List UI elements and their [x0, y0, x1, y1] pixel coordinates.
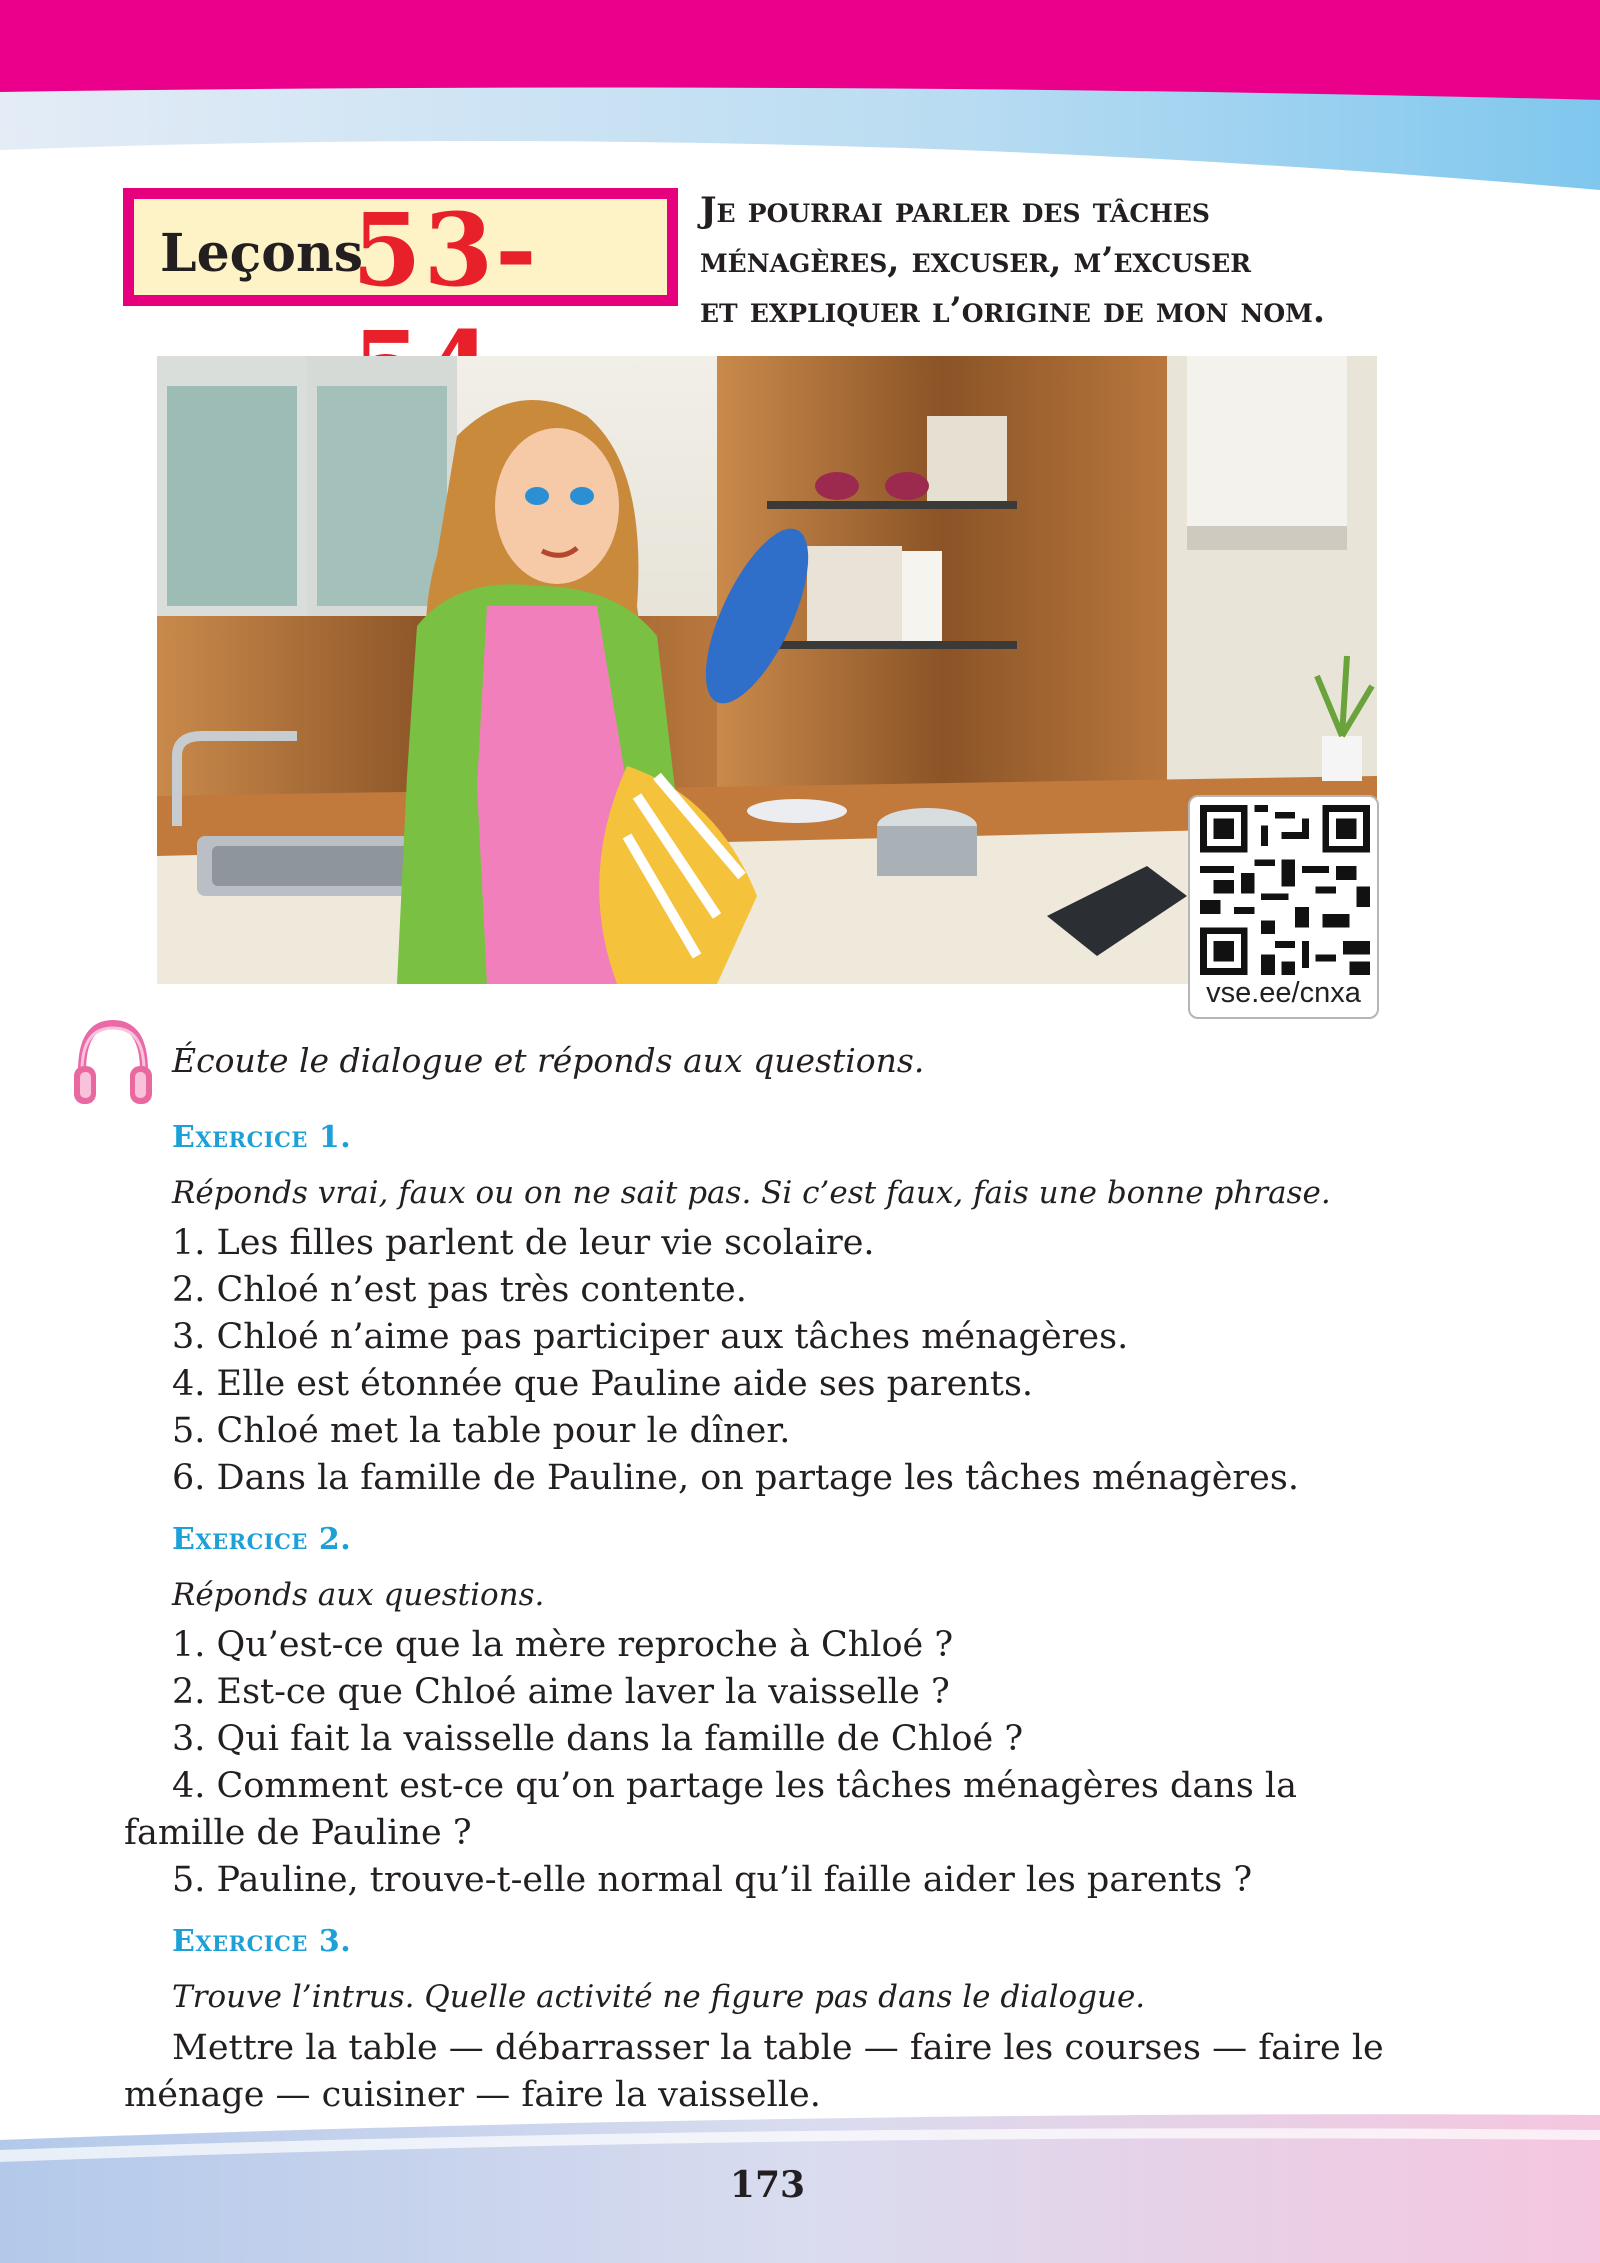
list-item: 3. Qui fait la vaisselle dans la famille de Chloé ?	[172, 1719, 1024, 1759]
exercise-3-text: Mettre la table — débarrasser la table — faire les courses — faire le ménage — cuisiner — faire la vaisselle.	[124, 2028, 1384, 2115]
list-item: 4. Elle est étonnée que Pauline aide ses parents.	[172, 1364, 1034, 1404]
exercise-3-title: Exercice 3.	[172, 1924, 352, 1959]
objective-line: Je pourrai parler des tâches	[700, 190, 1210, 231]
exercise-1-instruction: Réponds vrai, faux ou on ne sait pas. Si c’est faux, fais une bonne phrase.	[172, 1175, 1331, 1211]
exercise-1-list	[172, 1220, 1299, 1502]
list-item-wrapped: 4. Comment est-ce qu’on partage les tâches ménagères dans la famille de Pauline ?	[124, 1766, 1297, 1853]
exercise-2-title: Exercice 2.	[172, 1522, 352, 1557]
list-item: 5. Chloé met la table pour le dîner.	[172, 1411, 791, 1451]
exercise-1-title: Exercice 1.	[172, 1120, 352, 1155]
lesson-numbers: 53-	[352, 191, 539, 309]
list-item: 5. Pauline, trouve-t-elle normal qu’il faille aider les parents ?	[172, 1860, 1253, 1900]
exercise-2-list-end	[172, 1857, 1252, 1904]
qr-code-box[interactable]	[1188, 795, 1379, 1019]
lesson-label-box	[123, 188, 678, 309]
objective-line: et expliquer l’origine de mon nom.	[700, 290, 1326, 331]
exercise-2-list	[172, 1622, 1023, 1763]
objective-line: ménagères, excuser, m’excuser	[700, 240, 1252, 281]
list-item: 1. Les filles parlent de leur vie scolaire.	[172, 1223, 875, 1263]
page-number: 173	[729, 2164, 806, 2206]
headphones-icon	[72, 1016, 154, 1108]
list-item: 6. Dans la famille de Pauline, on partage les tâches ménagères.	[172, 1458, 1299, 1498]
lesson-objectives	[700, 186, 1400, 336]
audio-instruction: Écoute le dialogue et réponds aux questions.	[172, 1041, 925, 1080]
list-item: 2. Est-ce que Chloé aime laver la vaisselle ?	[172, 1672, 950, 1712]
list-item: 2. Chloé n’est pas très contente.	[172, 1270, 747, 1310]
lesson-word: Leçons	[160, 223, 364, 284]
exercise-2-instruction: Réponds aux questions.	[172, 1577, 545, 1613]
top-decorative-band	[0, 0, 1600, 190]
qr-link-text[interactable]: vse.ee/cnxa	[1206, 977, 1361, 1009]
list-item: 3. Chloé n’aime pas participer aux tâches ménagères.	[172, 1317, 1129, 1357]
list-item: 1. Qu’est-ce que la mère reproche à Chloé ?	[172, 1625, 954, 1665]
qr-code-icon	[1200, 805, 1370, 975]
exercise-3-instruction: Trouve l’intrus. Quelle activité ne figure pas dans le dialogue.	[172, 1979, 1146, 2015]
